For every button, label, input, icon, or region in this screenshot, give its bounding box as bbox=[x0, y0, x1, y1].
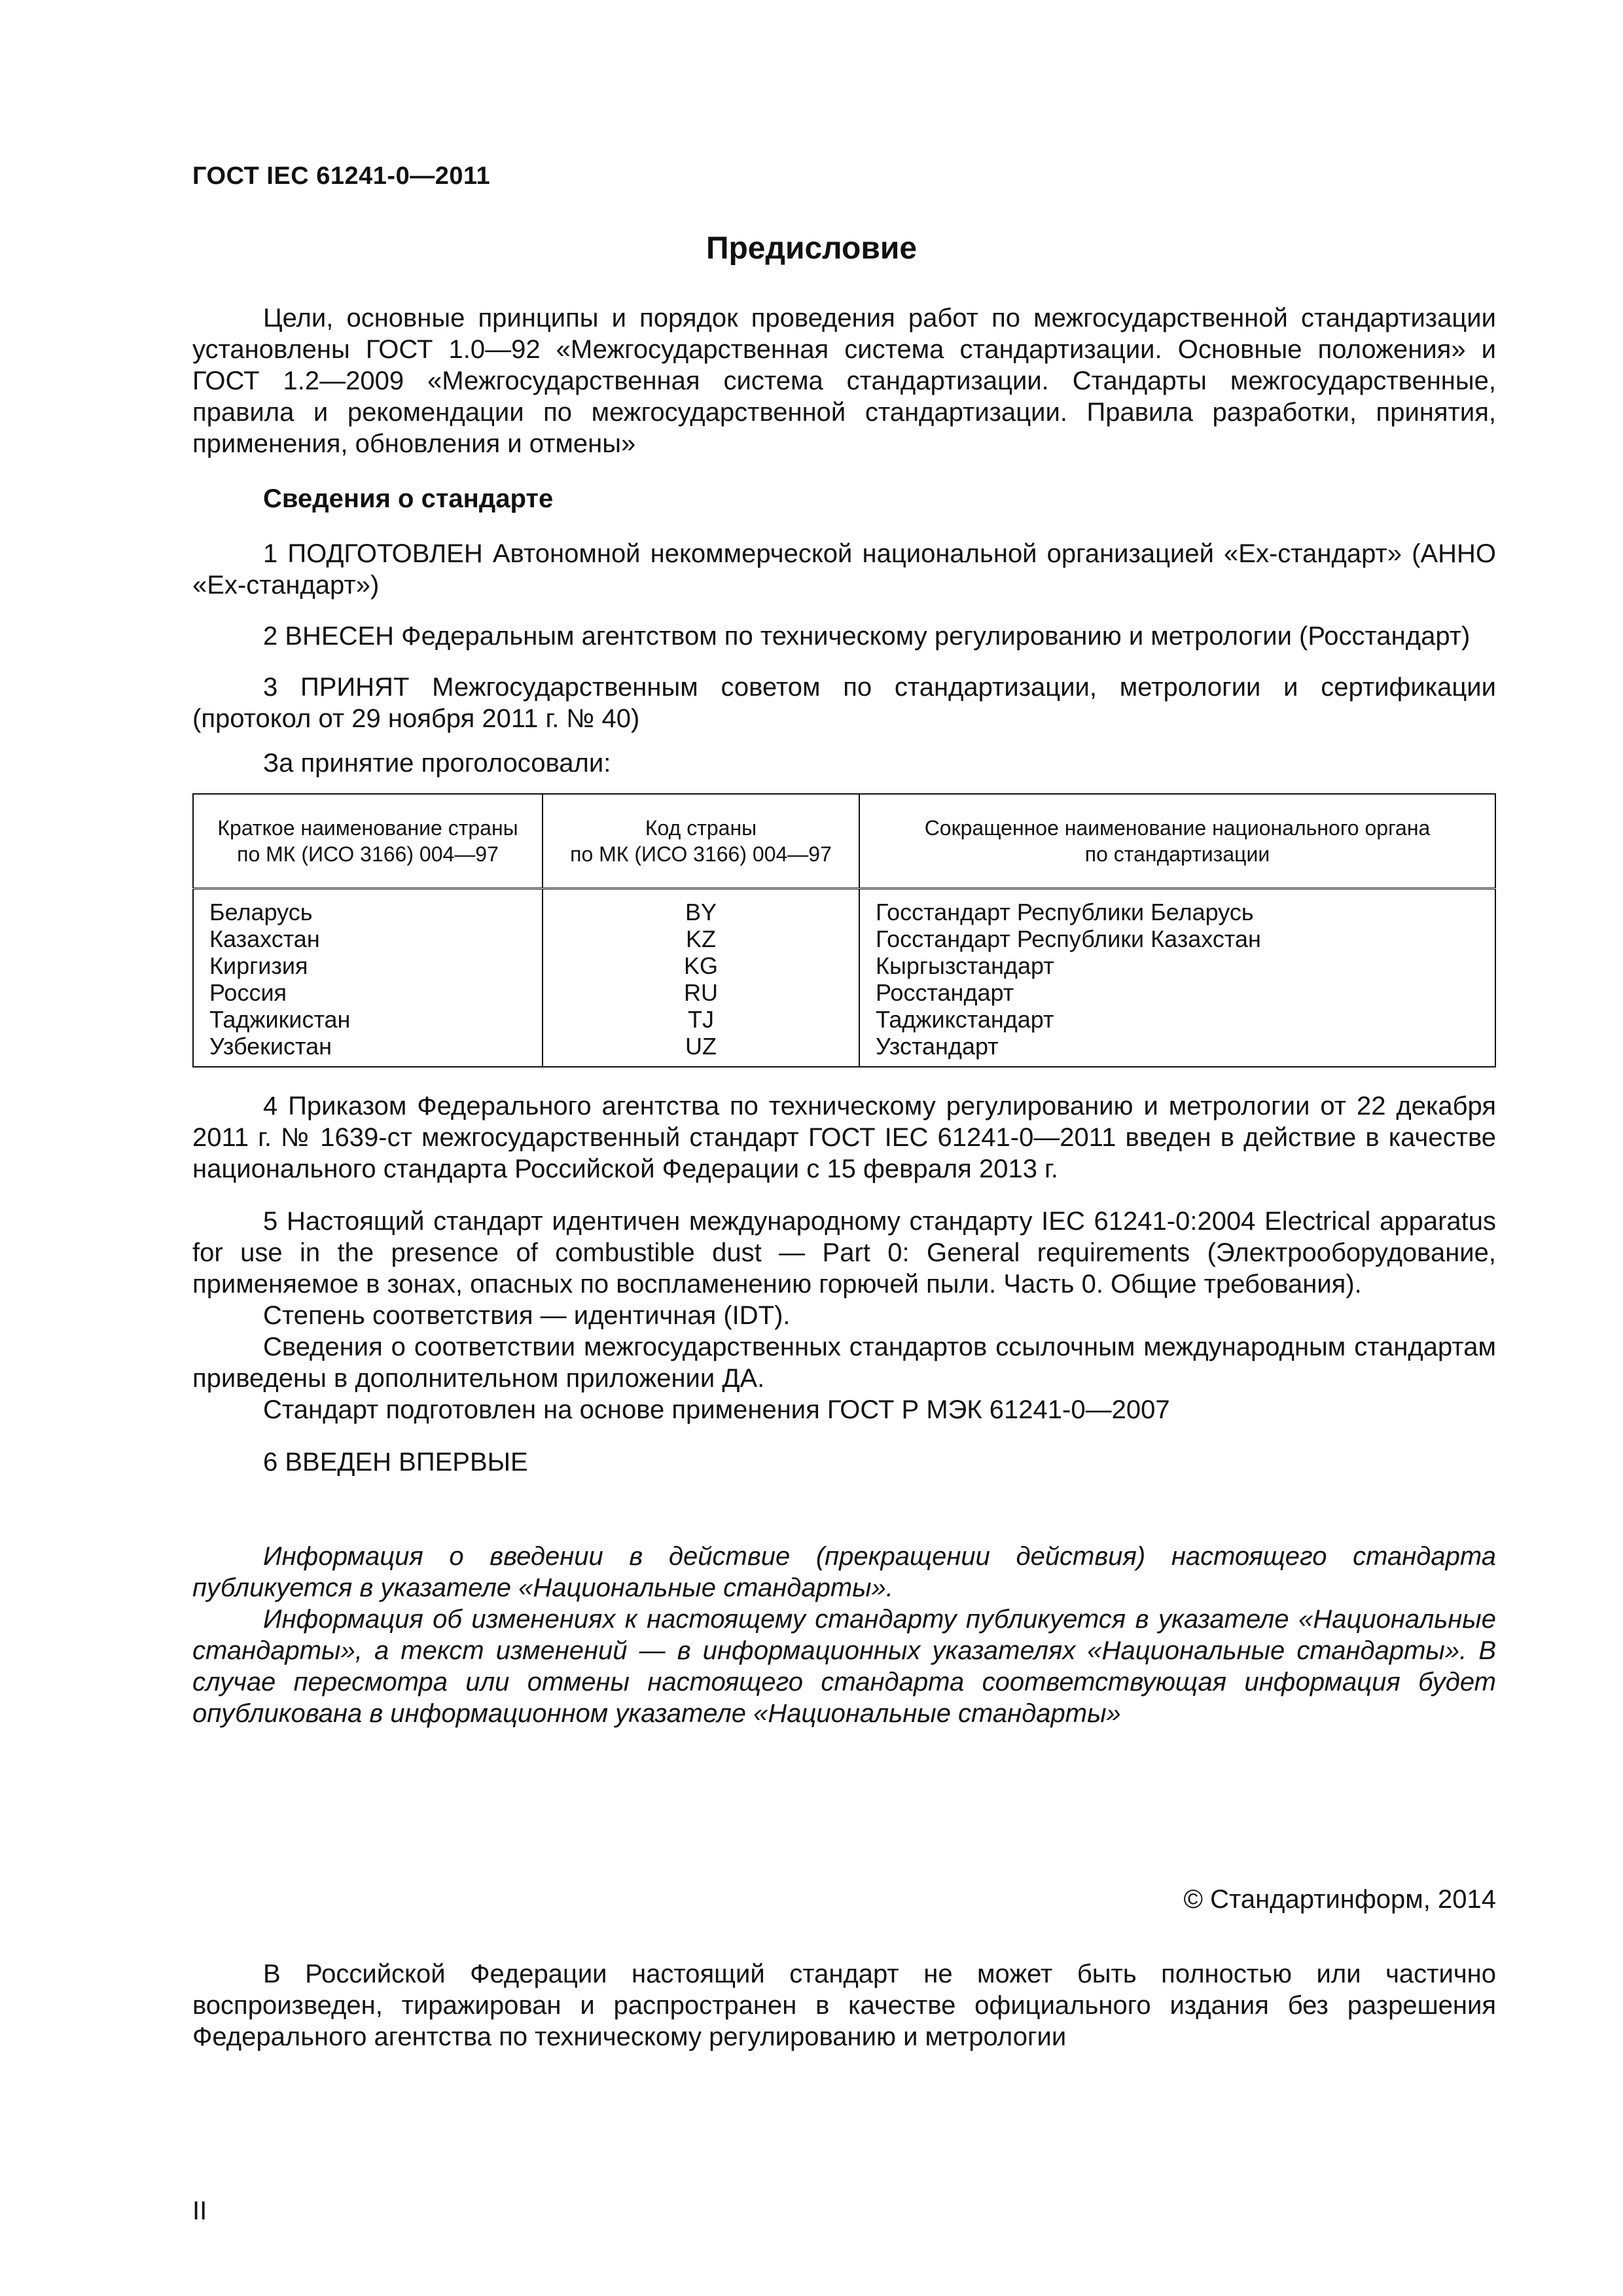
page-title: Предисловие bbox=[705, 231, 918, 266]
vote-label: За принятие проголосовали: bbox=[263, 749, 611, 778]
item-5-basis: Стандарт подготовлен на основе применения ГОСТ Р МЭК 61241-0—2007 bbox=[263, 1395, 1170, 1424]
country-code: UZ bbox=[685, 1033, 717, 1060]
info-paragraph-1: Информация о введении в действие (прекращении действия) настоящего стандарта публикуется в указателе «Национальные стандарты». bbox=[192, 1542, 1496, 1602]
header-country-code: Код страны по МК (ИСО 3166) 004—97 bbox=[543, 794, 859, 889]
intro-paragraph: Цели, основные принципы и порядок проведения работ по межгосударственной стандартизации установлены ГОСТ 1.0—92 «Межгосударственная система стандартизации. Основные положения» и ГОСТ 1.2—2009 «Межгосударственная система стандартизации. Стандарты межгосударственные, правила и рекомендации по межгосударственной стандартизации. Правила разработки, принятия, применения, обновления и отмены» bbox=[192, 304, 1496, 458]
info-paragraph-2: Информация об изменениях к настоящему стандарту публикуется в указателе «Национальные стандарты», а текст изменений — в информационных указателях «Национальные стандарты». В случае пересмотра или отмены настоящего стандарта соответствующая информация будет опубликована в информационном указателе «Национальные стандарты» bbox=[192, 1605, 1496, 1728]
item-3-adopted: 3 ПРИНЯТ Межгосударственным советом по стандартизации, метрологии и сертификации (протокол от 29 ноября 2011 г. № 40) bbox=[192, 673, 1496, 733]
national-body: Росстандарт bbox=[876, 979, 1014, 1006]
voting-table bbox=[192, 793, 1496, 1067]
country-name: Таджикистан bbox=[209, 1006, 351, 1033]
country-code: TJ bbox=[688, 1006, 714, 1033]
country-name: Узбекистан bbox=[209, 1033, 332, 1060]
national-body: Таджикстандарт bbox=[876, 1006, 1054, 1033]
national-bodies-cell bbox=[859, 889, 1495, 1067]
item-5-references: Сведения о соответствии межгосударственных стандартов ссылочным международным стандартам приведены в дополнительном приложении ДА. bbox=[192, 1333, 1496, 1393]
country-names-cell bbox=[193, 889, 543, 1067]
national-body: Госстандарт Республики Казахстан bbox=[876, 925, 1261, 952]
country-name: Казахстан bbox=[209, 925, 320, 952]
item-5-degree: Степень соответствия — идентичная (IDT). bbox=[263, 1301, 791, 1330]
national-body: Узстандарт bbox=[876, 1033, 999, 1060]
national-body: Госстандарт Республики Беларусь bbox=[876, 899, 1254, 925]
country-name: Беларусь bbox=[209, 899, 313, 925]
reproduction-notice: В Российской Федерации настоящий стандарт не может быть полностью или частично воспроизведен, тиражирован и распространен в качестве официального издания без разрешения Федерального агентства по техническому регулированию и метрологии bbox=[192, 1960, 1496, 2051]
country-code: RU bbox=[684, 979, 718, 1006]
item-2-submitted: 2 ВНЕСЕН Федеральным агентством по техническому регулированию и метрологии (Росстандарт) bbox=[263, 622, 1471, 651]
national-body: Кыргызстандарт bbox=[876, 952, 1054, 979]
copyright: © Стандартинформ, 2014 bbox=[1183, 1885, 1496, 1914]
item-5-identical: 5 Настоящий стандарт идентичен международному стандарту IEC 61241-0:2004 Electrical apparatus for use in the presence of combustible dust — Part 0: General requirements (Электрооборудование, применяемое в зонах, опасных по воспламенению горючей пыли. Часть 0. Общие требования). bbox=[192, 1207, 1496, 1299]
item-6-first-introduced: 6 ВВЕДЕН ВПЕРВЫЕ bbox=[263, 1448, 528, 1477]
item-1-prepared: 1 ПОДГОТОВЛЕН Автономной некоммерческой национальной организацией «Ех-стандарт» (АННО «Ех-стандарт») bbox=[192, 539, 1496, 600]
section-title: Сведения о стандарте bbox=[263, 484, 554, 513]
item-4-order: 4 Приказом Федерального агентства по техническому регулированию и метрологии от 22 декабря 2011 г. № 1639-ст межгосударственный стандарт ГОСТ IEC 61241-0—2011 введен в действие в качестве национального стандарта Российской Федерации с 15 февраля 2013 г. bbox=[192, 1092, 1496, 1183]
country-name: Россия bbox=[209, 979, 287, 1006]
country-code: KZ bbox=[685, 925, 716, 952]
page-number: II bbox=[192, 2197, 207, 2225]
document-code-header: ГОСТ IEC 61241-0—2011 bbox=[192, 162, 491, 190]
header-country-name: Краткое наименование страны по МК (ИСО 3166) 004—97 bbox=[193, 794, 543, 889]
country-name: Киргизия bbox=[209, 952, 308, 979]
country-codes-cell bbox=[543, 889, 859, 1067]
header-national-body: Сокращенное наименование национального органа по стандартизации bbox=[859, 794, 1495, 889]
country-code: BY bbox=[685, 899, 717, 925]
country-code: KG bbox=[683, 952, 718, 979]
